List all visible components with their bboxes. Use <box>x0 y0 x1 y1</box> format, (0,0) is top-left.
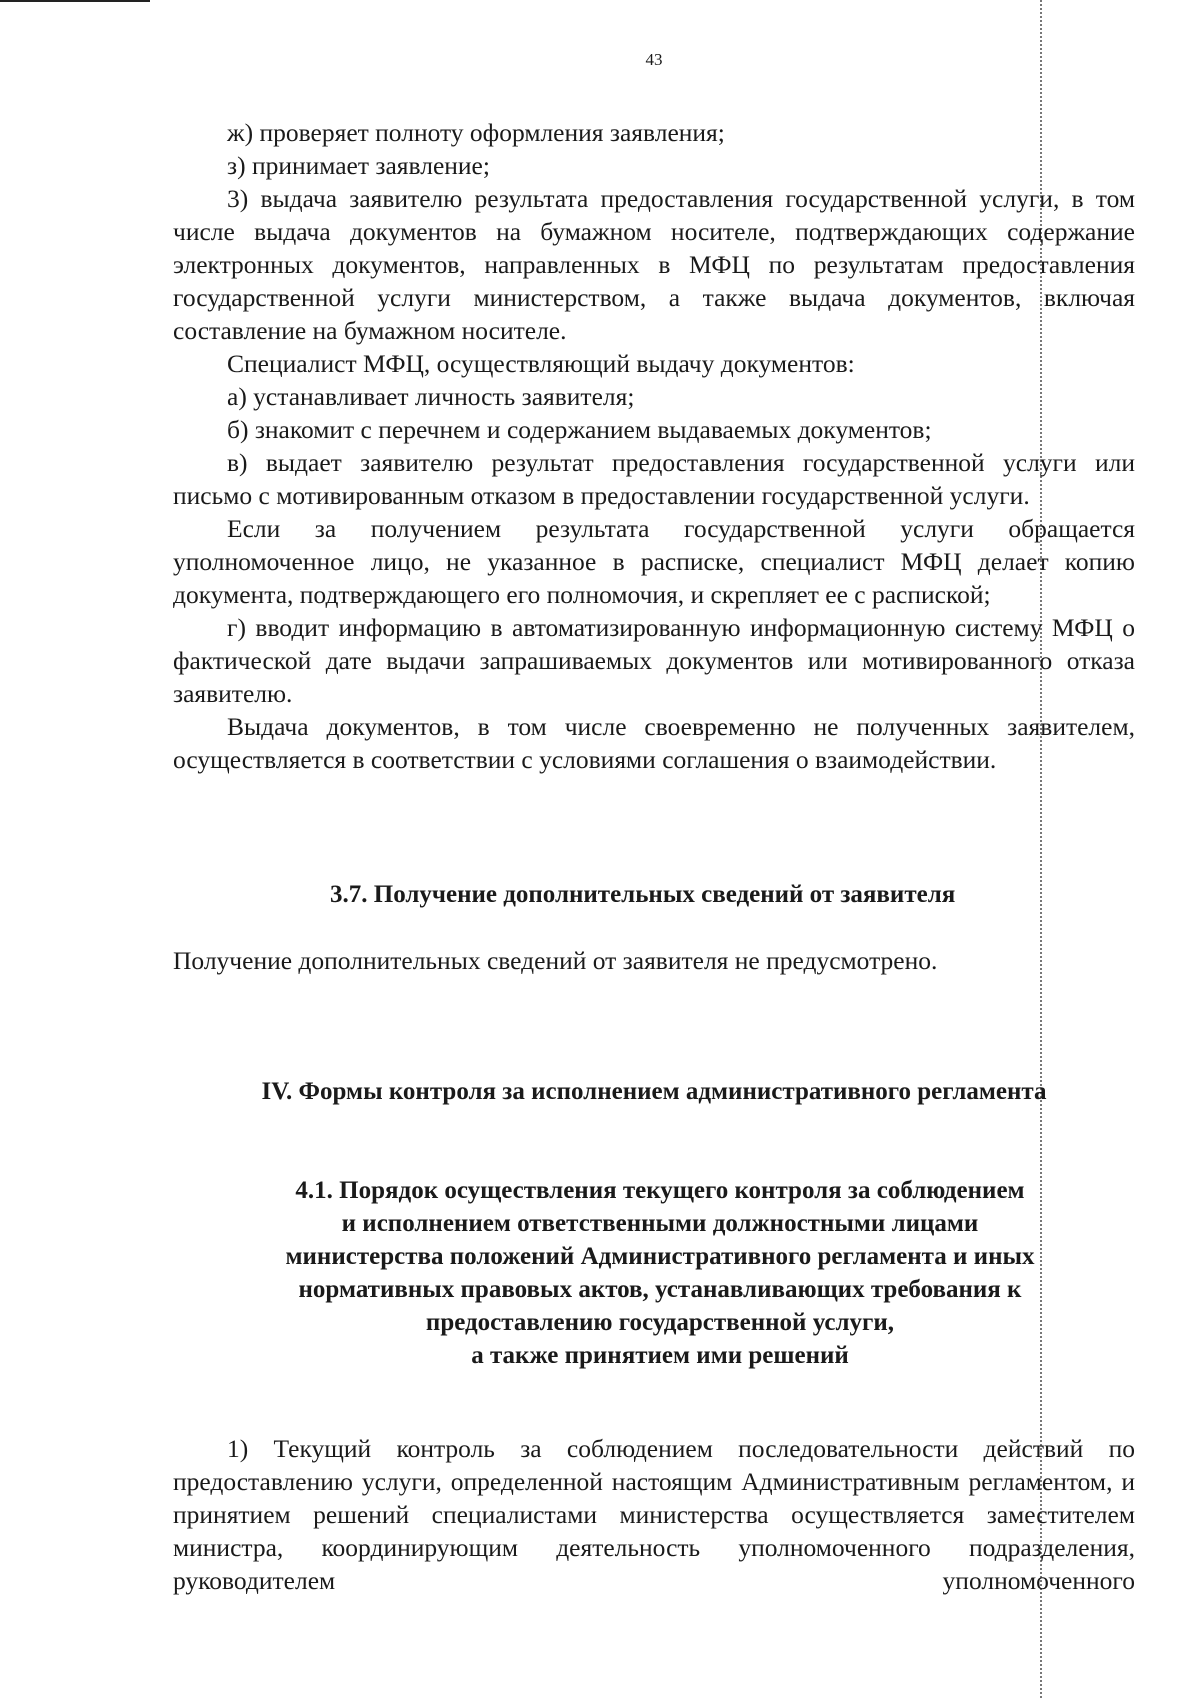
section-4-1-body <box>173 1432 1135 1597</box>
heading-line: предоставлению государственной услуги, <box>425 1309 895 1336</box>
section-3-7-text: Получение дополнительных сведений от заявителя не предусмотрено. <box>173 946 938 975</box>
paragraph: г) вводит информацию в автоматизированную информационную систему МФЦ о фактической дате выдачи запрашиваемых документов или мотивированного отказа заявителю. <box>173 613 1135 708</box>
section-4-1-heading <box>210 1174 1110 1372</box>
heading-line: нормативных правовых актов, устанавливающих требования к <box>298 1276 1022 1303</box>
body-text-block <box>173 116 1135 776</box>
paragraph: а) устанавливает личность заявителя; <box>227 382 635 411</box>
heading-line: а также принятием ими решений <box>471 1342 849 1369</box>
paragraph: 1) Текущий контроль за соблюдением последовательности действий по предоставлению услуги, определенной настоящим Административным регламентом, и принятием решений специалистами министерства осуществляется заместителем министра, координирующим деятельность уполномоченного подразделения, руководителем уполномоченного <box>173 1434 1135 1595</box>
paragraph: Выдача документов, в том числе своевременно не полученных заявителем, осуществляется в соответствии с условиями соглашения о взаимодействии. <box>173 712 1135 774</box>
paragraph: Специалист МФЦ, осуществляющий выдачу документов: <box>227 349 855 378</box>
heading-line: министерства положений Административного регламента и иных <box>285 1243 1035 1270</box>
section-3-7-heading: 3.7. Получение дополнительных сведений от заявителя <box>330 881 956 908</box>
heading-line: 4.1. Порядок осуществления текущего контроля за соблюдением <box>295 1177 1025 1204</box>
paragraph: 3) выдача заявителю результата предоставления государственной услуги, в том числе выдача документов на бумажном носителе, подтверждающих содержание электронных документов, направленных в МФЦ по результатам предоставления государственной услуги министерством, а также выдача документов, включая составление на бумажном носителе. <box>173 184 1135 345</box>
paragraph: в) выдает заявителю результат предоставления государственной услуги или письмо с мотивированным отказом в предоставлении государственной услуги. <box>173 448 1135 510</box>
page-number: 43 <box>645 50 663 69</box>
paragraph: ж) проверяет полноту оформления заявления; <box>227 118 725 147</box>
scan-edge-line <box>0 0 150 2</box>
paragraph: Если за получением результата государственной услуги обращается уполномоченное лицо, не указанное в расписке, специалист МФЦ делает копию документа, подтверждающего его полномочия, и скрепляет ее с распиской; <box>173 514 1135 609</box>
heading-line: и исполнением ответственными должностными лицами <box>341 1210 979 1237</box>
paragraph: б) знакомит с перечнем и содержанием выдаваемых документов; <box>227 415 932 444</box>
paragraph: з) принимает заявление; <box>227 151 490 180</box>
section-4-heading: IV. Формы контроля за исполнением административного регламента <box>261 1078 1047 1105</box>
